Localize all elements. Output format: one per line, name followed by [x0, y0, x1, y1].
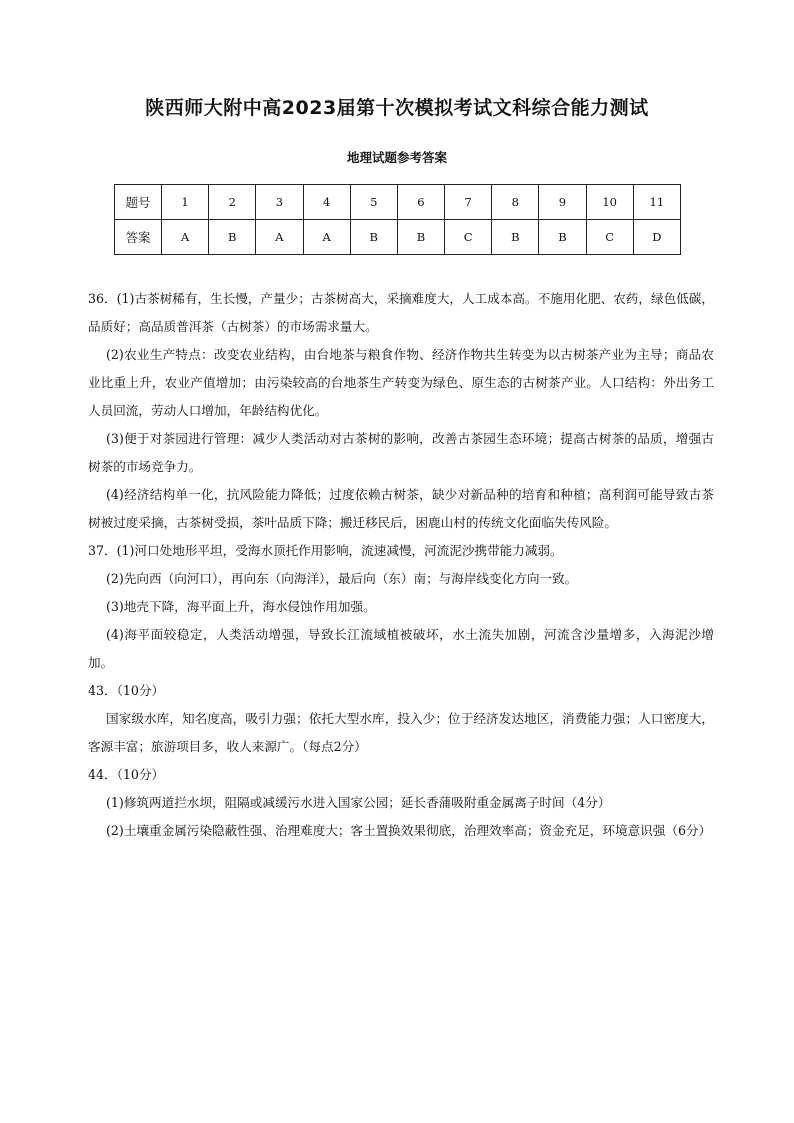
answer-body [88, 285, 714, 845]
question-number-cell: 1 [162, 185, 209, 220]
answer-row [115, 220, 681, 255]
q36-part2: (2)农业生产特点：改变农业结构，由台地茶与粮食作物、经济作物共生转变为以古树茶产业为主导；商品农业比重上升，农业产值增加；由污染较高的台地茶生产转变为绿色、原生态的古树茶产业。人口结构：外出务工人员回流，劳动人口增加，年龄结构优化。 [88, 347, 714, 418]
question-number-cell: 2 [209, 185, 256, 220]
q44-part1: (1)修筑两道拦水坝，阻隔或减缓污水进入国家公园；延长香蒲吸附重金属离子时间（4分） [106, 795, 611, 810]
answer-cell: D [633, 220, 680, 255]
answer-cell: B [350, 220, 397, 255]
q43-answer: 国家级水库，知名度高，吸引力强；依托大型水库，投入少；位于经济发达地区，消费能力强；人口密度大，客源丰富；旅游项目多，收人来源广。（每点2分） [88, 711, 714, 754]
question-number-cell: 4 [303, 185, 350, 220]
question-number-cell: 7 [445, 185, 492, 220]
question-number-cell: 10 [586, 185, 633, 220]
answer-cell: B [539, 220, 586, 255]
answer-cell: C [586, 220, 633, 255]
question-number-cell: 6 [397, 185, 444, 220]
q37-part3: (3)地壳下降，海平面上升，海水侵蚀作用加强。 [106, 599, 376, 614]
q36-part3: (3)便于对茶园进行管理：减少人类活动对古茶树的影响，改善古茶园生态环境；提高古树茶的品质，增强古树茶的市场竞争力。 [88, 431, 714, 474]
answer-cell: A [256, 220, 303, 255]
q37-part2: (2)先向西（向河口），再向东（向海洋），最后向（东）南；与海岸线变化方向一致。 [106, 571, 578, 586]
q37-part1: 37．(1)河口处地形平坦，受海水顶托作用影响，流速减慢，河流泥沙携带能力减弱。 [88, 543, 563, 558]
q44-heading: 44．（10分） [88, 767, 165, 782]
answer-cell: B [209, 220, 256, 255]
q44-part2: (2)土壤重金属污染隐蔽性强、治理难度大；客土置换效果彻底，治理效率高；资金充足，环境意识强（6分） [106, 823, 712, 838]
answer-cell: C [445, 220, 492, 255]
q36-part4: (4)经济结构单一化，抗风险能力降低；过度依赖古树茶，缺少对新品种的培育和种植；高利润可能导致古茶树被过度采摘，古茶树受损，茶叶品质下降；搬迁移民后，困鹿山村的传统文化面临失传风险。 [88, 487, 714, 530]
answer-cell: B [492, 220, 539, 255]
answer-cell: A [303, 220, 350, 255]
answer-cell: B [397, 220, 444, 255]
q37-part4: (4)海平面较稳定，人类活动增强，导致长江流域植被破坏，水土流失加剧，河流含沙量增多，入海泥沙增加。 [88, 627, 714, 670]
row-header-answer: 答案 [115, 220, 162, 255]
answer-cell: A [162, 220, 209, 255]
row-header-number: 题号 [115, 185, 162, 220]
question-number-cell: 5 [350, 185, 397, 220]
page-title: 陕西师大附中高2023届第十次模拟考试文科综合能力测试 [145, 97, 649, 119]
q36-part1: 36．(1)古茶树稀有，生长慢，产量少；古茶树高大，采摘难度大，人工成本高。不施用化肥、农药，绿色低碳，品质好；高品质普洱茶（古树茶）的市场需求量大。 [88, 291, 714, 334]
question-number-cell: 9 [539, 185, 586, 220]
answer-table [114, 184, 681, 255]
question-number-cell: 8 [492, 185, 539, 220]
question-number-cell: 11 [633, 185, 680, 220]
page-subtitle: 地理试题参考答案 [346, 150, 447, 165]
q43-heading: 43．（10分） [88, 683, 165, 698]
question-number-cell: 3 [256, 185, 303, 220]
question-number-row [115, 185, 681, 220]
